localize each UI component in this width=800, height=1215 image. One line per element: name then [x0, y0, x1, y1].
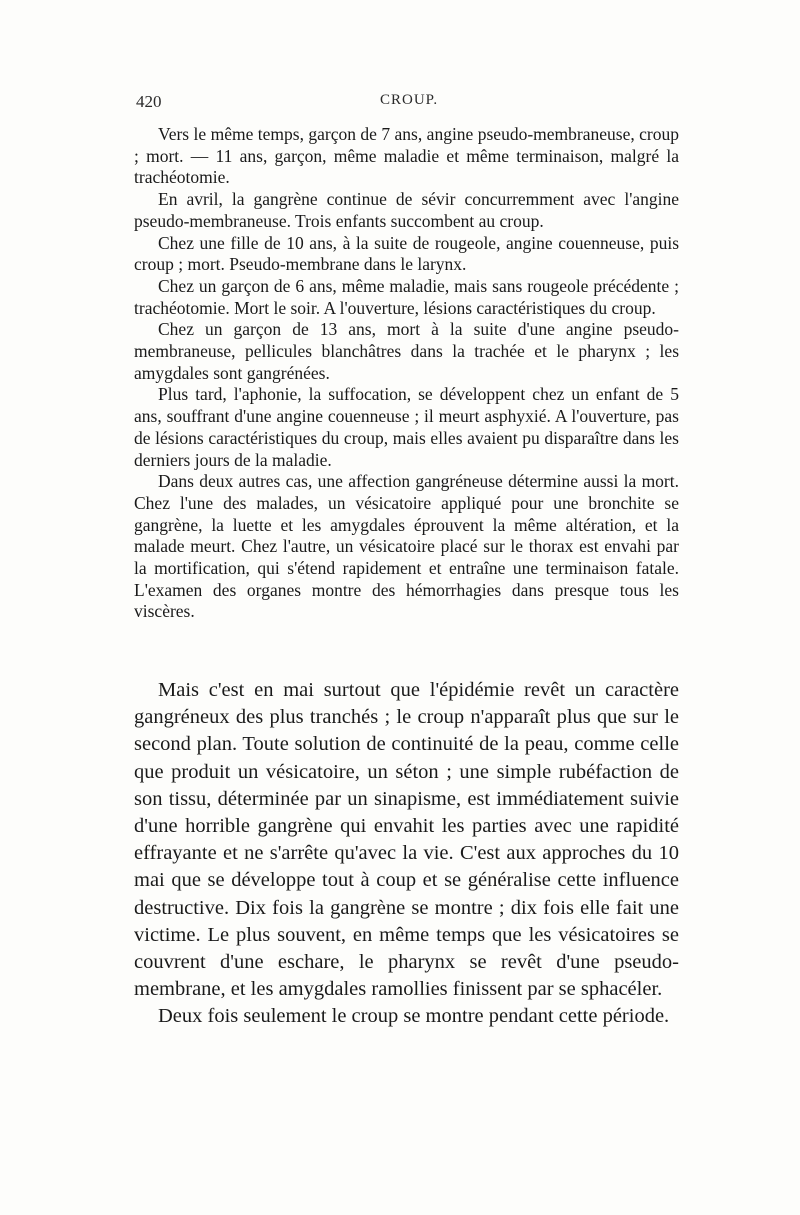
paragraph: Plus tard, l'aphonie, la suffocation, se développent chez un enfant de 5 ans, souffrant d'une angine couenneuse ; il meurt asphyxié. A l'ouverture, pas de lésions caractéristiques du croup, mais elles avaient pu disparaître dans les derniers jours de la maladie.	[134, 384, 679, 470]
paragraph: Mais c'est en mai surtout que l'épidémie revêt un caractère gangréneux des plus tranchés ; le croup n'apparaît plus que sur le second plan. Toute solution de continuité de la peau, comme celle que produit un vésicatoire, un séton ; une simple rubéfaction de son tissu, déterminée par un sinapisme, est immédiatement suivie d'une horrible gangrène qui envahit les parties avec une rapidité effrayante et ne s'arrête qu'avec la vie. C'est aux approches du 10 mai que se développe tout à coup et se généralise cette influence destructive. Dix fois la gangrène se montre ; dix fois elle fait une victime. Le plus souvent, en même temps que les vésicatoires se couvrent d'une eschare, le pharynx se revêt d'une pseudo-membrane, et les amygdales ramollies finissent par se sphacéler.	[134, 679, 679, 1001]
paragraph: Chez un garçon de 13 ans, mort à la suite d'une angine pseudo-membraneuse, pellicules blanchâtres dans la trachée et le pharynx ; les amygdales sont gangrénées.	[134, 319, 679, 383]
large-print-section	[134, 677, 679, 1031]
chapter-title: CROUP.	[380, 92, 439, 108]
paragraph: En avril, la gangrène continue de sévir concurremment avec l'angine pseudo-membraneuse. Trois enfants succombent au croup.	[134, 189, 679, 231]
paragraph: Chez une fille de 10 ans, à la suite de rougeole, angine couenneuse, puis croup ; mort. Pseudo-membrane dans le larynx.	[134, 232, 679, 275]
running-head	[136, 92, 676, 118]
small-print-section	[134, 124, 679, 623]
page-number: 420	[136, 92, 162, 111]
paragraph: Deux fois seulement le croup se montre pendant cette période.	[158, 1005, 670, 1028]
paragraph: Chez un garçon de 6 ans, même maladie, mais sans rougeole précédente ; trachéotomie. Mort le soir. A l'ouverture, lésions caractéristiques du croup.	[134, 275, 679, 318]
paragraph: Vers le même temps, garçon de 7 ans, angine pseudo-membraneuse, croup ; mort. — 11 ans, garçon, même maladie et même terminaison, malgré la trachéotomie.	[134, 124, 679, 188]
paragraph: Dans deux autres cas, une affection gangréneuse détermine aussi la mort. Chez l'une des malades, un vésicatoire appliqué pour une bronchite se gangrène, la luette et les amygdales éprouvent la même altération, et la malade meurt. Chez l'autre, un vésicatoire placé sur le thorax est envahi par la mortification, qui s'étend rapidement et entraîne une terminaison fatale. L'examen des organes montre des hémorrhagies dans presque tous les viscères.	[134, 471, 679, 622]
